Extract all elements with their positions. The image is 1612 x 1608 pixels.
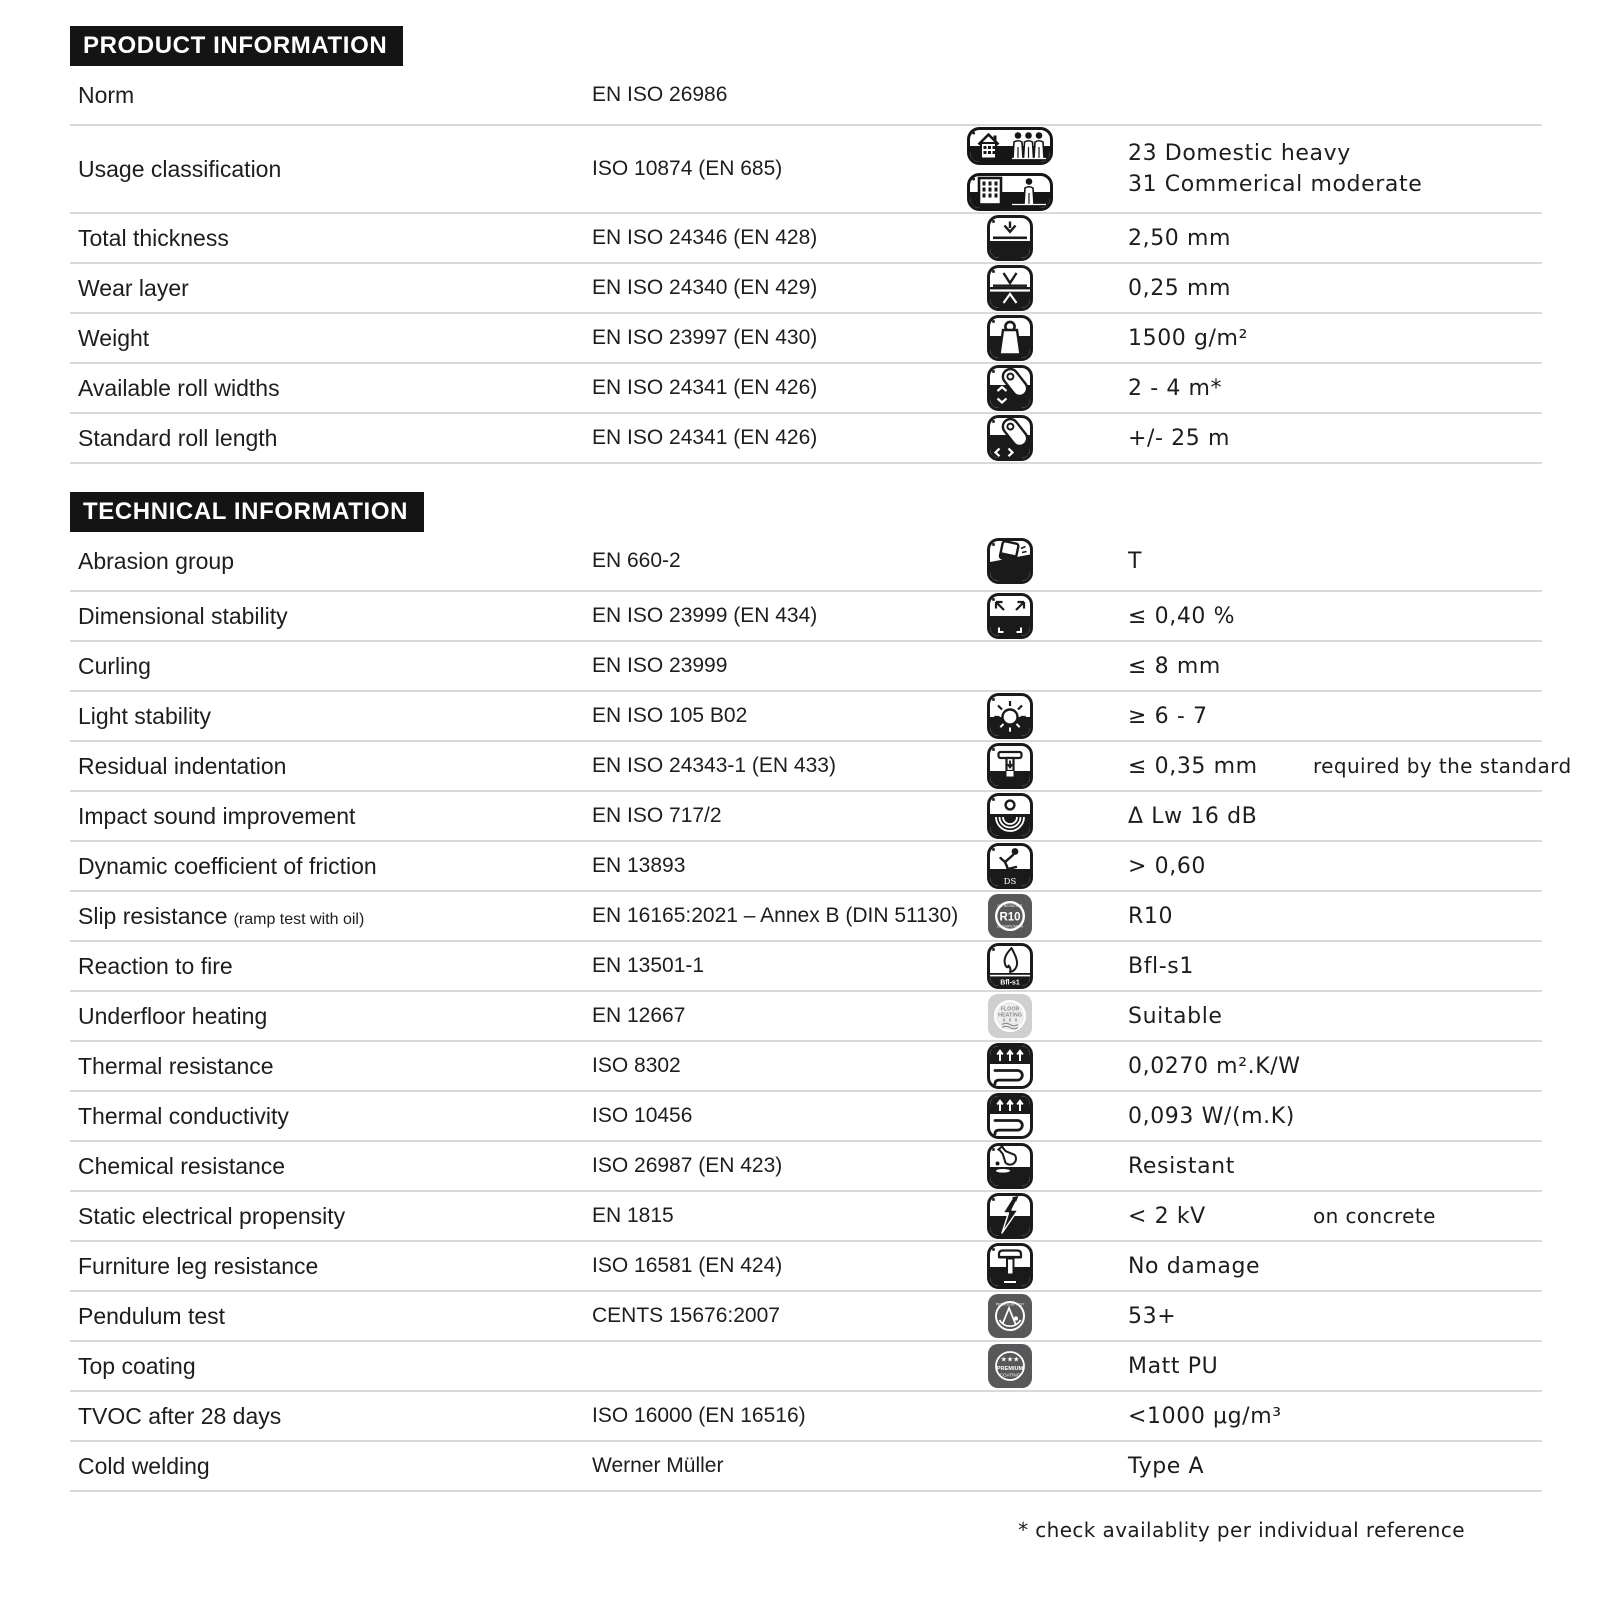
icon-cell: [930, 693, 1090, 739]
property-cell: [70, 1453, 592, 1480]
standard-cell: [592, 1454, 930, 1478]
value: Type A: [1128, 1453, 1205, 1479]
value: +/- 25 m: [1128, 425, 1230, 451]
standard-label: CENTS 15676:2007: [592, 1304, 780, 1327]
value-cell: [1090, 546, 1290, 577]
standard-label: EN ISO 24346 (EN 428): [592, 226, 818, 249]
rows: [70, 532, 1572, 1492]
value-cell: [1090, 273, 1290, 304]
property-label: Curling: [78, 652, 151, 679]
premium-coating-icon: [987, 1343, 1033, 1389]
standard-label: EN 12667: [592, 1004, 686, 1027]
standard-cell: [592, 276, 930, 300]
property-cell: [70, 1253, 592, 1280]
table-row: [70, 842, 1542, 892]
value-cell: [1090, 951, 1290, 982]
standard-cell: [592, 1104, 930, 1128]
value: Suitable: [1128, 1003, 1223, 1029]
value: < 2 kV: [1128, 1203, 1206, 1229]
property-cell: [70, 1003, 592, 1030]
value: 2,50 mm: [1128, 225, 1232, 251]
table-row: [70, 1442, 1542, 1492]
value: <1000 μg/m³: [1128, 1403, 1282, 1429]
property-cell: [70, 1153, 592, 1180]
standard-cell: [592, 1254, 930, 1278]
pendulum-icon: [987, 1293, 1033, 1339]
standard-label: EN ISO 24341 (EN 426): [592, 426, 818, 449]
value-cell: [1090, 1401, 1290, 1432]
property-label: Usage classification: [78, 155, 282, 182]
value: ≥ 6 - 7: [1128, 703, 1208, 729]
property-label: Furniture leg resistance: [78, 1252, 319, 1279]
abrasion-icon: [987, 538, 1033, 584]
residual-indentation-icon: [987, 743, 1033, 789]
standard-label: EN ISO 717/2: [592, 804, 722, 827]
standard-label: ISO 8302: [592, 1054, 681, 1077]
table-row: [70, 414, 1542, 464]
table-row: [70, 1392, 1542, 1442]
value: ≤ 0,40 %: [1128, 603, 1236, 629]
value: 0,093 W/(m.K): [1128, 1103, 1295, 1129]
property-label: Total thickness: [78, 224, 229, 251]
section-title: PRODUCT INFORMATION: [70, 26, 403, 66]
svg-text:PENDULUM TEST: PENDULUM TEST: [995, 1302, 1025, 1307]
footnote: * check availablity per individual reference: [1018, 1518, 1465, 1542]
standard-label: ISO 16000 (EN 16516): [592, 1404, 806, 1427]
standard-cell: [592, 754, 930, 778]
value: 0,0270 m².K/W: [1128, 1053, 1301, 1079]
icon-cell: [930, 415, 1090, 461]
standard-label: Werner Müller: [592, 1454, 724, 1477]
icon-cell: [930, 743, 1090, 789]
table-row: [70, 214, 1542, 264]
value: 23 Domestic heavy: [1128, 141, 1351, 166]
standard-cell: [592, 1204, 930, 1228]
property-cell: [70, 548, 592, 575]
table-row: [70, 1142, 1542, 1192]
icon-cell: [930, 1343, 1090, 1389]
value-cell: [1090, 851, 1290, 882]
value-cell: [1090, 651, 1290, 682]
roll-length-icon: [987, 415, 1033, 461]
standard-cell: [592, 157, 930, 181]
standard-label: EN ISO 23997 (EN 430): [592, 326, 818, 349]
icon-cell: [930, 593, 1090, 639]
section-title: TECHNICAL INFORMATION: [70, 492, 424, 532]
standard-label: EN 660-2: [592, 549, 681, 572]
standard-cell: [592, 326, 930, 350]
property-label: Thermal conductivity: [78, 1102, 289, 1129]
value: 31 Commerical moderate: [1128, 172, 1423, 197]
standard-label: EN 16165:2021 – Annex B (DIN 51130): [592, 904, 959, 927]
value-cell: [1090, 1251, 1290, 1282]
property-cell: [70, 753, 592, 780]
icon-cell: [930, 1043, 1090, 1089]
value: T: [1128, 548, 1143, 574]
property-label: Dynamic coefficient of friction: [78, 852, 377, 879]
impact-sound-icon: [987, 793, 1033, 839]
standard-label: ISO 10456: [592, 1104, 693, 1127]
table-row: [70, 264, 1542, 314]
total-thickness-icon: [987, 215, 1033, 261]
value-cell: [1090, 751, 1290, 782]
property-label: Chemical resistance: [78, 1152, 286, 1179]
table-row: [70, 314, 1542, 364]
property-cell: [70, 603, 592, 630]
standard-label: EN ISO 23999 (EN 434): [592, 604, 818, 627]
property-cell: [70, 325, 592, 352]
icon-cell: [930, 943, 1090, 989]
standard-label: ISO 10874 (EN 685): [592, 157, 783, 180]
property-label: Cold welding: [78, 1452, 210, 1479]
table-row: [70, 1192, 1542, 1242]
property-cell: [70, 953, 592, 980]
value-cell: [1090, 223, 1290, 254]
svg-text:DS: DS: [1003, 877, 1017, 887]
property-label: Residual indentation: [78, 752, 287, 779]
standard-cell: [592, 604, 930, 628]
property-cell: [70, 275, 592, 302]
floor-heating-icon: [987, 993, 1033, 1039]
standard-cell: [592, 704, 930, 728]
property-label: Slip resistance: [78, 902, 228, 929]
info-section: [70, 492, 1572, 1492]
furniture-leg-icon: [987, 1243, 1033, 1289]
icon-cell: [930, 1143, 1090, 1189]
value-cell: [1090, 801, 1290, 832]
roll-width-icon: [987, 365, 1033, 411]
standard-label: EN ISO 23999: [592, 654, 728, 677]
value-cell: [1090, 138, 1423, 200]
table-row: [70, 892, 1542, 942]
standard-label: EN ISO 105 B02: [592, 704, 748, 727]
value: 1500 g/m²: [1128, 325, 1249, 351]
icon-cell: [930, 127, 1090, 211]
chemical-icon: [987, 1143, 1033, 1189]
standard-cell: [592, 904, 959, 928]
standard-cell: [592, 654, 930, 678]
property-cell: [70, 703, 592, 730]
value-cell: [1090, 423, 1290, 454]
value-cell: [1090, 601, 1290, 632]
value: 53+: [1128, 1303, 1177, 1329]
friction-icon: [987, 843, 1033, 889]
property-cell: [70, 225, 592, 252]
static-icon: [987, 1193, 1033, 1239]
svg-text:OIL RESISTANT: OIL RESISTANT: [997, 903, 1023, 908]
icon-cell: [930, 993, 1090, 1039]
property-cell: [70, 425, 592, 452]
standard-cell: [592, 426, 930, 450]
value-cell: [1090, 1101, 1295, 1132]
icon-cell: [930, 538, 1090, 584]
property-cell: [70, 375, 592, 402]
value: ≤ 0,35 mm: [1128, 753, 1258, 779]
value: R10: [1128, 903, 1174, 929]
property-label: Reaction to fire: [78, 952, 233, 979]
dimensional-stability-icon: [987, 593, 1033, 639]
property-label: TVOC after 28 days: [78, 1402, 282, 1429]
standard-cell: [592, 226, 930, 250]
standard-cell: [592, 1054, 930, 1078]
standard-cell: [592, 83, 930, 107]
icon-cell: [930, 1293, 1090, 1339]
icon-cell: [930, 265, 1090, 311]
property-label: Wear layer: [78, 274, 189, 301]
svg-text:PREMIUM: PREMIUM: [996, 1366, 1024, 1372]
value: Resistant: [1128, 1153, 1235, 1179]
property-cell: [70, 156, 592, 183]
table-row: [70, 126, 1542, 214]
table-row: [70, 742, 1572, 792]
property-label: Abrasion group: [78, 547, 234, 574]
light-stability-icon: [987, 693, 1033, 739]
property-label: Light stability: [78, 702, 211, 729]
note: required by the standard: [1313, 754, 1572, 778]
table-row: [70, 532, 1542, 592]
value-cell: [1090, 1151, 1290, 1182]
property-cell: [70, 903, 592, 930]
value-cell: [1090, 373, 1290, 404]
property-label: Standard roll length: [78, 424, 278, 451]
value-cell: [1090, 701, 1290, 732]
standard-cell: [592, 1304, 930, 1328]
icon-cell: [930, 1243, 1090, 1289]
table-row: [70, 1042, 1542, 1092]
property-cell: [70, 853, 592, 880]
table-row: [70, 1242, 1542, 1292]
property-cell: [70, 1203, 592, 1230]
table-row: [70, 1292, 1542, 1342]
value-cell: [1090, 1051, 1301, 1082]
thermal-icon: [987, 1093, 1033, 1139]
standard-cell: [592, 1004, 930, 1028]
standard-label: EN 13501-1: [592, 954, 705, 977]
table-row: [70, 66, 1542, 126]
table-row: [70, 1342, 1542, 1392]
table-row: [70, 592, 1542, 642]
value: Δ Lw 16 dB: [1128, 803, 1258, 829]
svg-text:CLASSIFICATION: CLASSIFICATION: [997, 924, 1023, 929]
value: ≤ 8 mm: [1128, 653, 1221, 679]
sections-root: [70, 26, 1572, 1492]
icon-cell: [930, 893, 1090, 939]
usage-classification-icon: [967, 127, 1053, 211]
wear-layer-icon: [987, 265, 1033, 311]
standard-cell: [592, 804, 930, 828]
property-cell: [70, 803, 592, 830]
standard-cell: [592, 1154, 930, 1178]
value-cell: [1090, 1451, 1290, 1482]
icon-cell: [930, 215, 1090, 261]
info-section: [70, 26, 1542, 464]
value-cell: [1090, 1351, 1290, 1382]
value: No damage: [1128, 1253, 1261, 1279]
standard-label: EN 1815: [592, 1204, 674, 1227]
table-row: [70, 792, 1542, 842]
standard-label: EN ISO 24340 (EN 429): [592, 276, 818, 299]
value: Bfl-s1: [1128, 953, 1194, 979]
standard-cell: [592, 854, 930, 878]
property-cell: [70, 653, 592, 680]
property-label: Dimensional stability: [78, 602, 288, 629]
value: 2 - 4 m*: [1128, 375, 1223, 401]
standard-label: EN 13893: [592, 854, 686, 877]
value-cell: [1090, 901, 1290, 932]
standard-label: EN ISO 26986: [592, 83, 728, 106]
icon-cell: [930, 365, 1090, 411]
standard-label: EN ISO 24341 (EN 426): [592, 376, 818, 399]
svg-text:★★★: ★★★: [1000, 1356, 1020, 1364]
property-cell: [70, 82, 592, 109]
standard-label: ISO 16581 (EN 424): [592, 1254, 783, 1277]
standard-cell: [592, 1404, 930, 1428]
property-cell: [70, 1103, 592, 1130]
value: Matt PU: [1128, 1353, 1219, 1379]
table-row: [70, 942, 1542, 992]
property-label: Pendulum test: [78, 1302, 226, 1329]
property-label: Static electrical propensity: [78, 1202, 346, 1229]
icon-cell: [930, 793, 1090, 839]
note-cell: [1290, 1204, 1542, 1228]
property-label: Top coating: [78, 1352, 196, 1379]
fire-icon: [987, 943, 1033, 989]
property-label: Norm: [78, 81, 135, 108]
value-cell: [1090, 1301, 1290, 1332]
standard-label: ISO 26987 (EN 423): [592, 1154, 783, 1177]
table-row: [70, 642, 1542, 692]
value: 0,25 mm: [1128, 275, 1232, 301]
svg-text:HEATING: HEATING: [998, 1012, 1022, 1019]
table-row: [70, 992, 1542, 1042]
thermal-icon: [987, 1043, 1033, 1089]
value-cell: [1090, 1001, 1290, 1032]
icon-cell: [930, 315, 1090, 361]
property-label: Available roll widths: [78, 374, 280, 401]
icon-cell: [930, 1193, 1090, 1239]
icon-cell: [930, 843, 1090, 889]
standard-cell: [592, 954, 930, 978]
svg-text:FLOOR: FLOOR: [1000, 1006, 1020, 1013]
table-row: [70, 1092, 1542, 1142]
property-label: Weight: [78, 324, 150, 351]
standard-cell: [592, 549, 930, 573]
r10-icon: [987, 893, 1033, 939]
property-label: Impact sound improvement: [78, 802, 356, 829]
note-cell: [1290, 754, 1572, 778]
value-cell: [1090, 323, 1290, 354]
weight-icon: [987, 315, 1033, 361]
table-row: [70, 692, 1542, 742]
note: on concrete: [1313, 1204, 1436, 1228]
standard-cell: [592, 376, 930, 400]
property-cell: [70, 1353, 592, 1380]
svg-text:R10: R10: [999, 911, 1021, 924]
table-row: [70, 364, 1542, 414]
value: > 0,60: [1128, 853, 1207, 879]
value-cell: [1090, 1201, 1290, 1232]
property-cell: [70, 1053, 592, 1080]
property-cell: [70, 1403, 592, 1430]
icon-cell: [930, 1093, 1090, 1139]
svg-text:COATING: COATING: [999, 1372, 1021, 1378]
property-cell: [70, 1303, 592, 1330]
rows: [70, 66, 1542, 464]
property-label: Thermal resistance: [78, 1052, 274, 1079]
property-label: Underfloor heating: [78, 1002, 268, 1029]
property-label-note: (ramp test with oil): [233, 910, 365, 928]
standard-label: EN ISO 24343-1 (EN 433): [592, 754, 836, 777]
svg-text:Bfl-s1: Bfl-s1: [1000, 979, 1020, 987]
